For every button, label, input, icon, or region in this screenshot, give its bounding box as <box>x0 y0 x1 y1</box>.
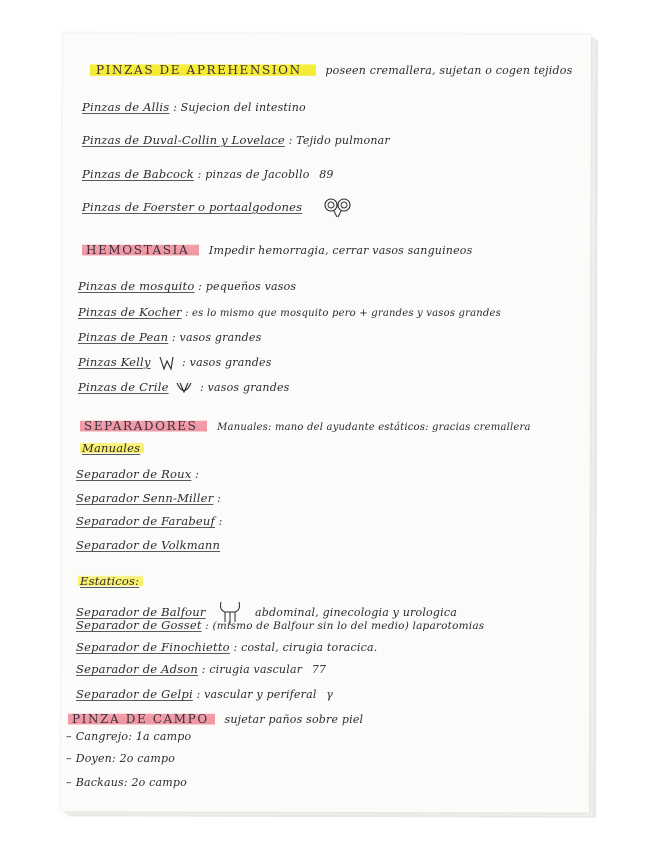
item-name: Separador de Roux <box>76 467 192 481</box>
kelly-forceps-sketch <box>157 355 175 371</box>
list-item <box>78 279 296 293</box>
list-item: – Doyen: 2o campo <box>66 752 176 765</box>
item-desc: : pequeños vasos <box>198 280 297 293</box>
subsection-label: Estaticos: <box>78 574 143 588</box>
list-item <box>76 687 333 701</box>
list-item: – Backaus: 2o campo <box>66 776 187 789</box>
list-item <box>78 305 501 319</box>
item-desc: : es lo mismo que mosquito pero + grandes y vasos grandes <box>185 308 501 319</box>
item-desc: : vascular y periferal <box>196 688 317 701</box>
foerster-forceps-sketch <box>322 196 356 218</box>
list-item <box>82 200 302 214</box>
item-name: Separador de Balfour <box>76 605 206 619</box>
list-item <box>76 538 220 552</box>
item-name: Separador de Farabeuf <box>76 514 215 528</box>
section-subtitle: Impedir hemorragia, cerrar vasos sanguineos <box>208 244 473 257</box>
doodle-babcock-sketch: 89 <box>319 168 334 181</box>
item-name: Pinzas de Kocher <box>78 305 182 319</box>
section-header-separadores <box>80 419 531 433</box>
section-title: PINZA DE CAMPO <box>68 711 215 727</box>
subsection-label: Manuales <box>80 441 144 455</box>
item-desc: : Tejido pulmonar <box>288 134 390 147</box>
item-name: Separador Senn-Miller <box>76 491 214 505</box>
item-name: Pinzas de Foerster o portaalgodones <box>82 200 303 214</box>
item-name: Pinzas de Crile <box>78 380 169 394</box>
crile-forceps-sketch <box>175 380 193 396</box>
section-header-hemostasia <box>82 243 472 257</box>
item-desc: : vasos grandes <box>199 381 290 394</box>
item-name: Separador de Adson <box>76 662 199 676</box>
subsection-manuales <box>80 441 144 455</box>
item-desc: : vasos grandes <box>171 331 262 344</box>
item-name: Pinzas de Babcock <box>82 167 194 181</box>
section-subtitle: Manuales: mano del ayudante estáticos: gracias cremallera <box>217 422 531 433</box>
doodle-adson-sketch: 77 <box>311 663 327 676</box>
item-desc: abdominal, ginecologia y urologica <box>255 606 457 619</box>
item-name: Pinzas de mosquito <box>78 279 195 293</box>
item-desc: : costal, cirugia toracica. <box>233 641 378 654</box>
list-item <box>82 133 390 147</box>
section-subtitle: sujetar paños sobre piel <box>224 713 364 726</box>
item-name: Separador de Gosset <box>76 618 202 632</box>
list-item: – Cangrejo: 1a campo <box>66 730 192 743</box>
doodle-gelpi-sketch: γ <box>326 688 334 701</box>
subsection-estaticos <box>78 574 143 588</box>
item-desc: : Sujecion del intestino <box>173 101 306 114</box>
section-subtitle: poseen cremallera, sujetan o cogen tejidos <box>325 64 573 77</box>
item-name: Separador de Volkmann <box>76 538 221 552</box>
section-header-campo <box>68 712 363 726</box>
item-name: Separador de Gelpi <box>76 687 193 701</box>
list-item <box>82 100 306 114</box>
section-title: HEMOSTASIA <box>82 242 199 258</box>
item-desc: : <box>217 492 221 505</box>
list-item <box>76 662 326 676</box>
item-name: Pinzas de Allis <box>82 100 170 114</box>
list-item <box>76 491 221 505</box>
list-item <box>76 618 484 632</box>
list-item <box>76 467 199 481</box>
item-name: Pinzas Kelly <box>78 355 151 369</box>
list-item <box>82 167 334 181</box>
list-item <box>76 640 377 654</box>
list-item <box>78 355 272 371</box>
list-item <box>76 514 223 528</box>
item-desc: : vasos grandes <box>182 356 272 369</box>
item-desc: : <box>218 515 223 528</box>
item-desc: : 2o campo <box>123 776 187 789</box>
item-name: Cangrejo <box>75 730 129 743</box>
item-name: Pinzas de Pean <box>78 330 169 344</box>
item-desc: : pinzas de Jacobllo <box>197 168 310 181</box>
item-name: Backaus <box>75 776 124 789</box>
item-name: Pinzas de Duval-Collin y Lovelace <box>82 133 285 147</box>
item-name: Separador de Finochietto <box>76 640 230 654</box>
list-item <box>78 380 290 396</box>
item-desc: : (mismo de Balfour sin lo del medio) laparotomias <box>205 620 485 632</box>
item-desc: : cirugia vascular <box>201 663 303 676</box>
section-title: SEPARADORES <box>80 418 207 434</box>
item-desc: : <box>195 468 199 481</box>
item-name: Doyen <box>75 752 112 765</box>
item-desc: : 1a campo <box>128 730 192 743</box>
section-title: PINZAS DE APREHENSION <box>90 62 316 78</box>
item-desc: : 2o campo <box>111 752 176 765</box>
section-header-aprension <box>90 63 572 77</box>
list-item <box>78 330 261 344</box>
